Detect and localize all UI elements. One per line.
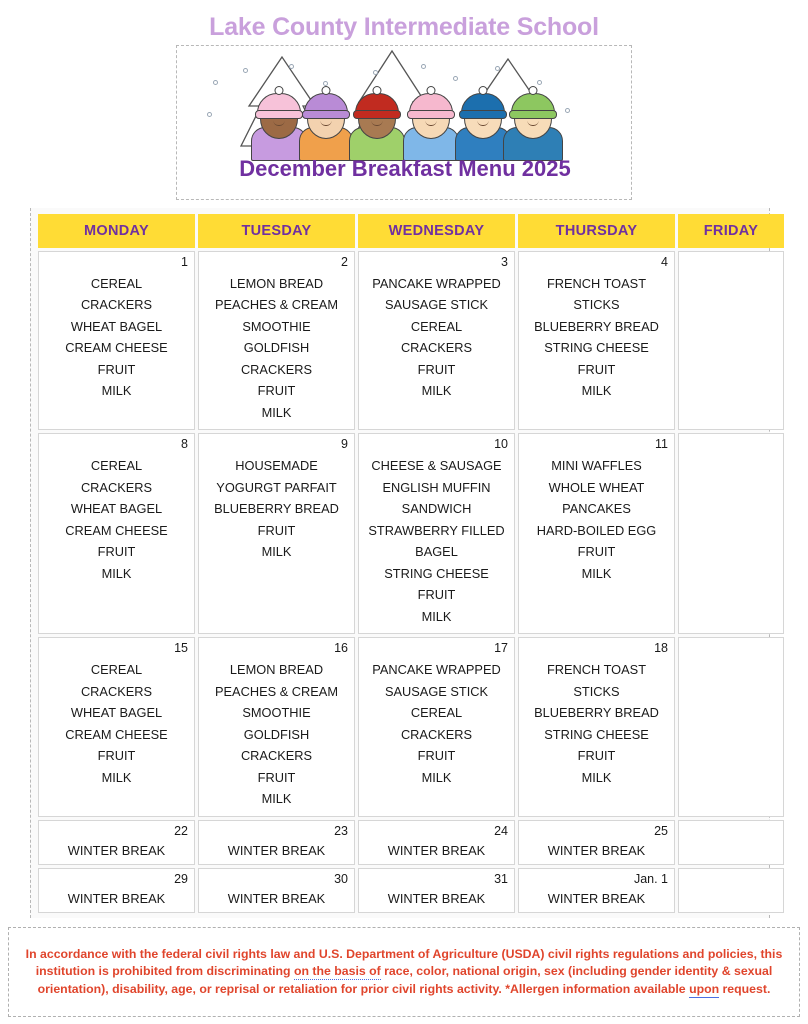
calendar-week-row	[38, 820, 784, 865]
menu-item: CREAM CHEESE	[65, 726, 168, 742]
menu-item: STRING CHEESE	[544, 726, 649, 742]
menu-item: WINTER BREAK	[67, 890, 166, 906]
snowflake-icon	[243, 68, 248, 73]
menu-item: PANCAKES	[562, 501, 631, 517]
menu-item: CRACKERS	[80, 297, 153, 313]
day-number: 30	[334, 871, 348, 886]
menu-item-list	[205, 891, 348, 908]
menu-item: LEMON BREAD	[229, 662, 324, 678]
day-number	[685, 255, 777, 271]
menu-item: CEREAL	[410, 318, 463, 334]
menu-item: CHEESE & SAUSAGE	[371, 458, 502, 474]
menu-item: HARD-BOILED EGG	[536, 522, 657, 538]
menu-item: CEREAL	[410, 705, 463, 721]
calendar-week-row	[38, 251, 784, 430]
snowflake-icon	[213, 80, 218, 85]
menu-item: FRUIT	[417, 748, 456, 764]
menu-item-list	[365, 843, 508, 860]
menu-item-list	[205, 273, 348, 423]
menu-item: FRUIT	[97, 544, 136, 560]
menu-item: WINTER BREAK	[67, 843, 166, 859]
menu-item: MINI WAFFLES	[551, 458, 642, 474]
menu-item-list	[365, 273, 508, 402]
menu-title: December Breakfast Menu 2025	[239, 156, 571, 181]
footer-part-2: race, color, national origin, sex (including gender identity & sexual orientation), disability, age, or reprisal or retaliation for prior civil rights activity. *Allergen information available	[37, 964, 773, 996]
calendar-day-cell	[38, 637, 195, 817]
menu-item: CEREAL	[90, 662, 143, 678]
calendar-day-cell	[198, 820, 355, 865]
menu-item: FRUIT	[257, 383, 296, 399]
menu-item: CREAM CHEESE	[65, 522, 168, 538]
calendar-day-cell	[38, 820, 195, 865]
day-number: 25	[654, 824, 668, 839]
calendar-week-row	[38, 637, 784, 817]
menu-item: WINTER BREAK	[547, 890, 646, 906]
menu-item: YOGURGT PARFAIT	[216, 479, 337, 495]
day-number: 8	[181, 437, 188, 452]
menu-item: MILK	[101, 565, 132, 581]
menu-item: CRACKERS	[80, 479, 153, 495]
menu-item: WINTER BREAK	[227, 890, 326, 906]
day-number: 11	[655, 437, 668, 452]
calendar-day-cell	[358, 868, 515, 913]
day-number: 4	[661, 255, 668, 269]
menu-item-list	[45, 659, 188, 788]
footer-part-1: In accordance with the federal civil rights law and U.S. Department of Agriculture (USDA) civil rights regulations and policies, this institution is prohibited from discriminating	[25, 946, 783, 979]
menu-item: BLUEBERRY BREAD	[214, 501, 339, 517]
menu-item: WHEAT BAGEL	[70, 501, 163, 517]
menu-item: MILK	[261, 404, 292, 420]
snowflake-icon	[373, 70, 378, 75]
calendar-day-cell	[38, 433, 195, 634]
calendar-header-row	[38, 214, 784, 248]
menu-item: FRUIT	[577, 544, 616, 560]
footer-spellcheck-word: upon	[689, 981, 720, 996]
menu-item: CRACKERS	[240, 361, 313, 377]
menu-item: MILK	[261, 544, 292, 560]
snowflake-icon	[495, 66, 500, 71]
menu-item: GOLDFISH	[243, 726, 310, 742]
menu-item-list	[45, 843, 188, 860]
menu-item: STICKS	[573, 683, 620, 699]
day-number: 17	[494, 641, 508, 656]
menu-item: SMOOTHIE	[242, 705, 311, 721]
day-number	[685, 641, 777, 657]
header-image-box	[176, 45, 632, 200]
menu-item-list	[205, 843, 348, 860]
snowflake-icon	[289, 64, 294, 69]
menu-item: MILK	[421, 383, 452, 399]
menu-item-list	[45, 273, 188, 402]
day-number	[685, 872, 777, 888]
menu-item: BLUEBERRY BREAD	[534, 318, 659, 334]
day-number: 15	[174, 641, 188, 656]
calendar-cell-empty	[678, 820, 784, 865]
menu-item: SANDWICH	[401, 501, 472, 517]
kid-figure	[403, 85, 459, 161]
column-header-monday: MONDAY	[38, 214, 195, 248]
menu-item: MILK	[101, 383, 132, 399]
calendar-day-cell	[518, 433, 675, 634]
calendar-body	[38, 251, 784, 913]
menu-item: PEACHES & CREAM	[214, 683, 339, 699]
footer-spellcheck-phrase: on the basis of	[293, 964, 381, 979]
menu-item: WINTER BREAK	[387, 843, 486, 859]
column-header-wednesday: WEDNESDAY	[358, 214, 515, 248]
menu-item: MILK	[101, 769, 132, 785]
day-number: 24	[494, 824, 508, 839]
menu-item: WHEAT BAGEL	[70, 705, 163, 721]
menu-item: WHEAT BAGEL	[70, 318, 163, 334]
menu-item: CEREAL	[90, 276, 143, 291]
menu-item: MILK	[421, 769, 452, 785]
calendar-day-cell	[358, 820, 515, 865]
menu-item: CRACKERS	[240, 748, 313, 764]
menu-item-list	[205, 659, 348, 809]
calendar-day-cell	[198, 637, 355, 817]
menu-item: FRUIT	[417, 587, 456, 603]
menu-item: CEREAL	[90, 458, 143, 474]
menu-item-list	[525, 273, 668, 402]
menu-item: BLUEBERRY BREAD	[534, 705, 659, 721]
menu-item: MILK	[581, 565, 612, 581]
menu-item: SAUSAGE STICK	[384, 297, 489, 313]
day-number: 1	[181, 255, 188, 269]
menu-item-list	[365, 659, 508, 788]
kid-figure	[349, 83, 405, 161]
menu-item: FRUIT	[97, 361, 136, 377]
menu-item: WINTER BREAK	[227, 843, 326, 859]
column-header-thursday: THURSDAY	[518, 214, 675, 248]
menu-item: STRING CHEESE	[384, 565, 489, 581]
calendar-day-cell	[198, 868, 355, 913]
menu-item: FRUIT	[417, 361, 456, 377]
calendar-day-cell	[358, 433, 515, 634]
menu-item-list	[205, 455, 348, 562]
menu-item: STRAWBERRY FILLED	[368, 522, 505, 538]
menu-item: PANCAKE WRAPPED	[372, 276, 501, 291]
menu-item-list	[365, 455, 508, 627]
calendar-day-cell	[198, 433, 355, 634]
day-number	[685, 437, 777, 453]
menu-item: WINTER BREAK	[387, 890, 486, 906]
menu-item: CRACKERS	[80, 683, 153, 699]
day-number: 22	[174, 824, 188, 839]
column-header-tuesday: TUESDAY	[198, 214, 355, 248]
calendar-day-cell	[358, 637, 515, 817]
snowflake-icon	[421, 64, 426, 69]
menu-item: CREAM CHEESE	[65, 340, 168, 356]
menu-item-list	[525, 843, 668, 860]
menu-item: CRACKERS	[400, 340, 473, 356]
menu-item: MILK	[581, 769, 612, 785]
day-number: 18	[654, 641, 668, 656]
footer-part-3: request.	[719, 981, 771, 996]
calendar-day-cell	[198, 251, 355, 430]
menu-item: LEMON BREAD	[229, 276, 324, 291]
menu-item: PANCAKE WRAPPED	[372, 662, 501, 678]
day-number: 2	[341, 255, 348, 269]
day-number: 29	[174, 871, 188, 886]
winter-kids-clipart	[177, 46, 633, 161]
calendar-day-cell	[38, 868, 195, 913]
calendar-cell-empty	[678, 868, 784, 913]
snowflake-icon	[453, 76, 458, 81]
calendar-day-cell	[518, 820, 675, 865]
day-number: 3	[501, 255, 508, 269]
menu-item: FRENCH TOAST	[546, 276, 647, 291]
menu-item: MILK	[581, 383, 612, 399]
menu-item-list	[525, 455, 668, 584]
menu-item-list	[525, 659, 668, 788]
calendar-day-cell	[38, 251, 195, 430]
menu-item-list	[365, 891, 508, 908]
snowflake-icon	[565, 108, 570, 113]
menu-item-list	[45, 891, 188, 908]
day-number: 16	[334, 641, 348, 656]
calendar-day-cell	[518, 637, 675, 817]
menu-item: STRING CHEESE	[544, 340, 649, 356]
menu-item: WHOLE WHEAT	[548, 479, 645, 495]
menu-item: WINTER BREAK	[547, 843, 646, 859]
kid-figure	[503, 73, 563, 161]
menu-item: SAUSAGE STICK	[384, 683, 489, 699]
menu-item: FRUIT	[577, 748, 616, 764]
menu-item: ENGLISH MUFFIN	[382, 479, 491, 495]
menu-item: SMOOTHIE	[242, 318, 311, 334]
calendar-day-cell	[358, 251, 515, 430]
menu-item: BAGEL	[415, 544, 458, 560]
kid-figure	[299, 91, 353, 161]
menu-item: PEACHES & CREAM	[214, 297, 339, 313]
usda-nondiscrimination-notice	[8, 927, 800, 1017]
menu-item: STICKS	[573, 297, 620, 313]
menu-item-list	[45, 455, 188, 584]
day-number	[685, 824, 777, 840]
calendar-week-row	[38, 433, 784, 634]
menu-item: FRUIT	[257, 522, 296, 538]
day-number: 31	[494, 871, 508, 886]
day-number: 9	[341, 437, 348, 452]
calendar-container	[30, 208, 770, 918]
menu-item: FRUIT	[97, 748, 136, 764]
footer-text	[21, 946, 787, 998]
calendar-day-cell	[518, 251, 675, 430]
menu-item: HOUSEMADE	[235, 458, 318, 474]
menu-calendar-table	[35, 211, 787, 916]
menu-item: FRUIT	[577, 361, 616, 377]
menu-item: MILK	[261, 791, 292, 807]
day-number: 23	[334, 824, 348, 839]
menu-item: CRACKERS	[400, 726, 473, 742]
school-name-title: Lake County Intermediate School	[209, 13, 599, 41]
calendar-day-cell	[518, 868, 675, 913]
calendar-cell-empty	[678, 637, 784, 817]
day-number: 10	[494, 437, 508, 452]
menu-item: FRUIT	[257, 769, 296, 785]
menu-item: MILK	[421, 608, 452, 624]
menu-item: GOLDFISH	[243, 340, 310, 356]
menu-item-list	[525, 891, 668, 908]
column-header-friday: FRIDAY	[678, 214, 784, 248]
calendar-cell-empty	[678, 433, 784, 634]
day-number: Jan. 1	[633, 871, 668, 886]
snowflake-icon	[207, 112, 212, 117]
calendar-cell-empty	[678, 251, 784, 430]
calendar-week-row	[38, 868, 784, 913]
menu-item: FRENCH TOAST	[546, 662, 647, 678]
